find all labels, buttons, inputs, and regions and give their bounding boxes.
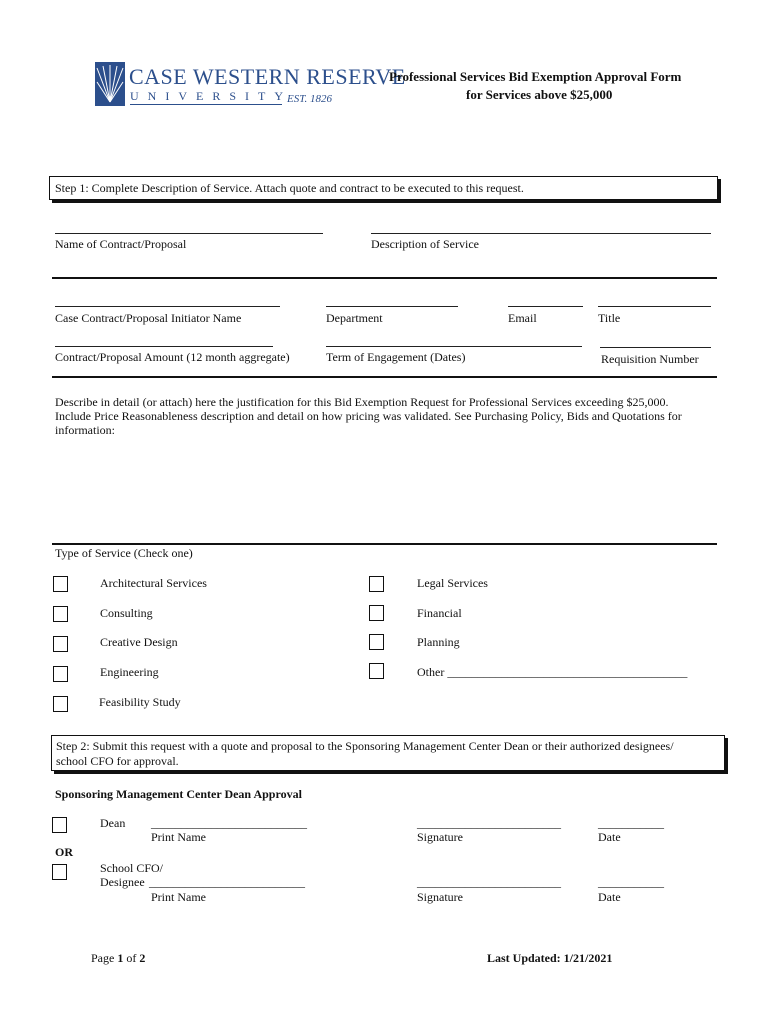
cfo-label-line1: School CFO/ [100, 861, 164, 875]
service-label-planning: Planning [417, 635, 460, 649]
description-label: Description of Service [371, 237, 479, 251]
page-prefix: Page [91, 951, 118, 965]
title-label: Title [598, 311, 621, 325]
justification-line2: Include Price Reasonableness description and detail on how pricing was validated. See Purchasing Policy, Bids and Quotations for [55, 409, 682, 423]
form-title-line1: Professional Services Bid Exemption Approval Form [389, 69, 682, 84]
service-label-feasibility: Feasibility Study [99, 695, 181, 709]
checkbox-creative-design[interactable] [53, 636, 68, 652]
requisition-label: Requisition Number [601, 352, 699, 366]
step2-box [51, 735, 725, 771]
dean-signature-input[interactable]: ________________________ [417, 816, 561, 830]
step2-line2: school CFO for approval. [56, 754, 179, 768]
email-label: Email [508, 311, 537, 325]
service-label-consulting: Consulting [100, 606, 153, 620]
amount-label: Contract/Proposal Amount (12 month aggregate) [55, 350, 290, 364]
page-current: 1 [117, 951, 124, 965]
logo-name: CASE WESTERN RESERVE [129, 64, 406, 89]
or-label: OR [55, 845, 73, 859]
section-divider [52, 376, 717, 378]
step2-line1: Step 2: Submit this request with a quote and proposal to the Sponsoring Management Center Dean or their authorized designees/ [56, 739, 674, 753]
justification-textarea[interactable] [55, 440, 715, 540]
page-of: of [123, 951, 140, 965]
amount-input[interactable] [55, 346, 273, 347]
cfo-signature-input[interactable]: ________________________ [417, 875, 561, 889]
initiator-label: Case Contract/Proposal Initiator Name [55, 311, 242, 325]
term-label: Term of Engagement (Dates) [326, 350, 466, 364]
page-total: 2 [139, 951, 146, 965]
page-number [91, 951, 145, 966]
cfo-label-line2: Designee [100, 875, 145, 889]
department-input[interactable] [326, 306, 458, 307]
section-divider [52, 277, 717, 279]
checkbox-planning[interactable] [369, 634, 384, 650]
checkbox-financial[interactable] [369, 605, 384, 621]
dean-label: Dean [100, 816, 126, 830]
title-input[interactable] [598, 306, 711, 307]
service-label-other: Other ________________________________________ [417, 665, 688, 679]
justification-line1: Describe in detail (or attach) here the justification for this Bid Exemption Request for Professional Services exceeding $25,000. [55, 395, 669, 409]
cfo-print-name-input[interactable]: __________________________ [149, 875, 305, 889]
contract-name-label: Name of Contract/Proposal [55, 237, 187, 251]
checkbox-engineering[interactable] [53, 666, 68, 682]
section-divider [52, 543, 717, 545]
department-label: Department [326, 311, 383, 325]
checkbox-architectural[interactable] [53, 576, 68, 592]
last-updated: Last Updated: 1/21/2021 [487, 951, 613, 965]
checkbox-dean[interactable] [52, 817, 67, 833]
description-input[interactable] [371, 233, 711, 234]
email-input[interactable] [508, 306, 583, 307]
approval-heading: Sponsoring Management Center Dean Approval [55, 787, 302, 801]
step1-box [49, 176, 718, 200]
cfo-date-input[interactable]: ___________ [598, 875, 664, 889]
university-seal-icon [95, 62, 125, 106]
checkbox-legal[interactable] [369, 576, 384, 592]
dean-print-name-input[interactable]: __________________________ [151, 816, 307, 830]
dean-date-input[interactable]: ___________ [598, 816, 664, 830]
dean-print-name-label: Print Name [151, 830, 206, 844]
service-label-financial: Financial [417, 606, 462, 620]
service-label-creative-design: Creative Design [100, 635, 178, 649]
logo-divider [130, 104, 282, 105]
service-type-heading: Type of Service (Check one) [55, 546, 193, 560]
logo-est: EST. 1826 [287, 93, 333, 105]
form-title-line2: for Services above $25,000 [466, 87, 613, 102]
step1-text: Step 1: Complete Description of Service. Attach quote and contract to be executed to this request. [55, 181, 524, 195]
justification-line3: information: [55, 423, 115, 437]
checkbox-cfo[interactable] [52, 864, 67, 880]
service-label-legal: Legal Services [417, 576, 488, 590]
checkbox-other[interactable] [369, 663, 384, 679]
cfo-print-name-label: Print Name [151, 890, 206, 904]
service-label-engineering: Engineering [100, 665, 159, 679]
checkbox-consulting[interactable] [53, 606, 68, 622]
logo-university: UNIVERSITY [130, 89, 292, 103]
cfo-date-label: Date [598, 890, 621, 904]
dean-date-label: Date [598, 830, 621, 844]
contract-name-input[interactable] [55, 233, 323, 234]
checkbox-feasibility[interactable] [53, 696, 68, 712]
initiator-input[interactable] [55, 306, 280, 307]
term-input[interactable] [326, 346, 582, 347]
dean-signature-label: Signature [417, 830, 463, 844]
service-label-architectural: Architectural Services [100, 576, 207, 590]
requisition-input[interactable] [600, 347, 711, 348]
cfo-signature-label: Signature [417, 890, 463, 904]
